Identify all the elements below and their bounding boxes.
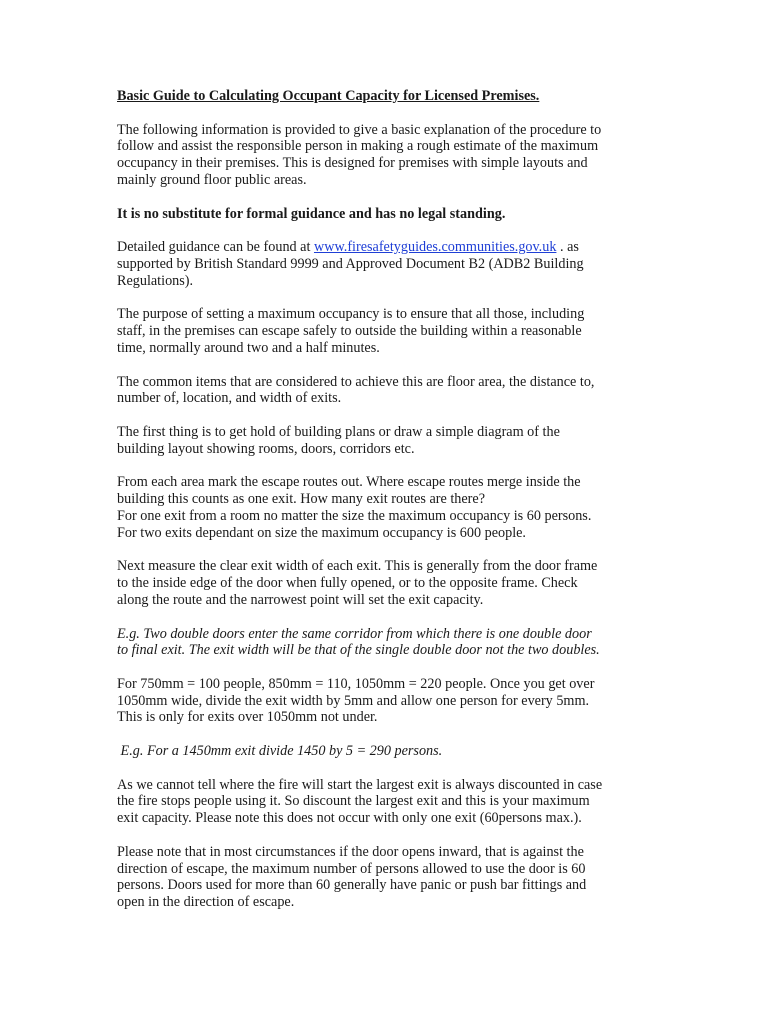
escape-routes-paragraph <box>117 474 652 541</box>
text-line: E.g. Two double doors enter the same corridor from which there is one double door <box>117 625 592 642</box>
text-line: From each area mark the escape routes out. Where escape routes merge inside the <box>117 474 581 491</box>
text-line: to the inside edge of the door when fully opened, or to the opposite frame. Check <box>117 575 578 592</box>
text-line: As we cannot tell where the fire will start the largest exit is always discounted in case <box>117 776 603 793</box>
exit-width-paragraph <box>117 558 652 608</box>
text-line: occupancy in their premises. This is designed for premises with simple layouts and <box>117 155 588 172</box>
text-line: the fire stops people using it. So discount the largest exit and this is your maximum <box>117 793 590 810</box>
text-line: time, normally around two and a half minutes. <box>117 339 380 356</box>
text-line: The following information is provided to give a basic explanation of the procedure to <box>117 121 602 138</box>
text-line: E.g. For a 1450mm exit divide 1450 by 5 = 290 persons. <box>117 743 443 760</box>
text-line <box>117 239 652 256</box>
intro-paragraph <box>117 122 652 189</box>
guidance-suffix: . as <box>556 239 579 256</box>
guidance-prefix: Detailed guidance can be found at <box>117 239 314 256</box>
text-line: along the route and the narrowest point will set the exit capacity. <box>117 591 484 608</box>
largest-exit-paragraph <box>117 777 652 827</box>
text-line: For two exits dependant on size the maximum occupancy is 600 people. <box>117 524 526 541</box>
text-line: For one exit from a room no matter the size the maximum occupancy is 60 persons. <box>117 507 592 524</box>
disclaimer-paragraph: It is no substitute for formal guidance and has no legal standing. <box>117 205 506 222</box>
text-line: building layout showing rooms, doors, corridors etc. <box>117 440 415 457</box>
text-line: 1050mm wide, divide the exit width by 5mm and allow one person for every 5mm. <box>117 692 590 709</box>
text-line: number of, location, and width of exits. <box>117 390 342 407</box>
text-line: building this counts as one exit. How many exit routes are there? <box>117 491 485 508</box>
text-line: Please note that in most circumstances if the door opens inward, that is against the <box>117 843 584 860</box>
text-line: Regulations). <box>117 272 194 289</box>
text-line: supported by British Standard 9999 and Approved Document B2 (ADB2 Building <box>117 255 584 272</box>
first-step-paragraph <box>117 424 652 458</box>
text-line: follow and assist the responsible person in making a rough estimate of the maximum <box>117 138 599 155</box>
text-line: This is only for exits over 1050mm not under. <box>117 709 378 726</box>
text-line: The common items that are considered to achieve this are floor area, the distance to, <box>117 373 595 390</box>
text-line: The purpose of setting a maximum occupancy is to ensure that all those, including <box>117 306 585 323</box>
guidance-paragraph <box>117 239 652 289</box>
width-rules-paragraph <box>117 676 652 726</box>
text-line: mainly ground floor public areas. <box>117 171 307 188</box>
text-line: persons. Doors used for more than 60 generally have panic or push bar fittings and <box>117 877 587 894</box>
text-line: staff, in the premises can escape safely to outside the building within a reasonable <box>117 323 582 340</box>
text-line: The first thing is to get hold of building plans or draw a simple diagram of the <box>117 423 560 440</box>
double-door-example <box>117 626 652 660</box>
text-line: exit capacity. Please note this does not occur with only one exit (60persons max.). <box>117 810 582 827</box>
document-title: Basic Guide to Calculating Occupant Capacity for Licensed Premises. <box>117 88 540 104</box>
text-line: Next measure the clear exit width of each exit. This is generally from the door frame <box>117 558 598 575</box>
common-items-paragraph <box>117 374 652 408</box>
calculation-example <box>117 743 652 760</box>
text-line: open in the direction of escape. <box>117 894 295 911</box>
document-page <box>117 88 652 928</box>
text-line: to final exit. The exit width will be that of the single double door not the two doubles. <box>117 642 600 659</box>
purpose-paragraph <box>117 306 652 356</box>
text-line: direction of escape, the maximum number of persons allowed to use the door is 60 <box>117 860 586 877</box>
door-direction-paragraph <box>117 844 652 911</box>
guidance-link[interactable]: www.firesafetyguides.communities.gov.uk <box>313 239 557 256</box>
text-line: For 750mm = 100 people, 850mm = 110, 1050mm = 220 people. Once you get over <box>117 675 595 692</box>
